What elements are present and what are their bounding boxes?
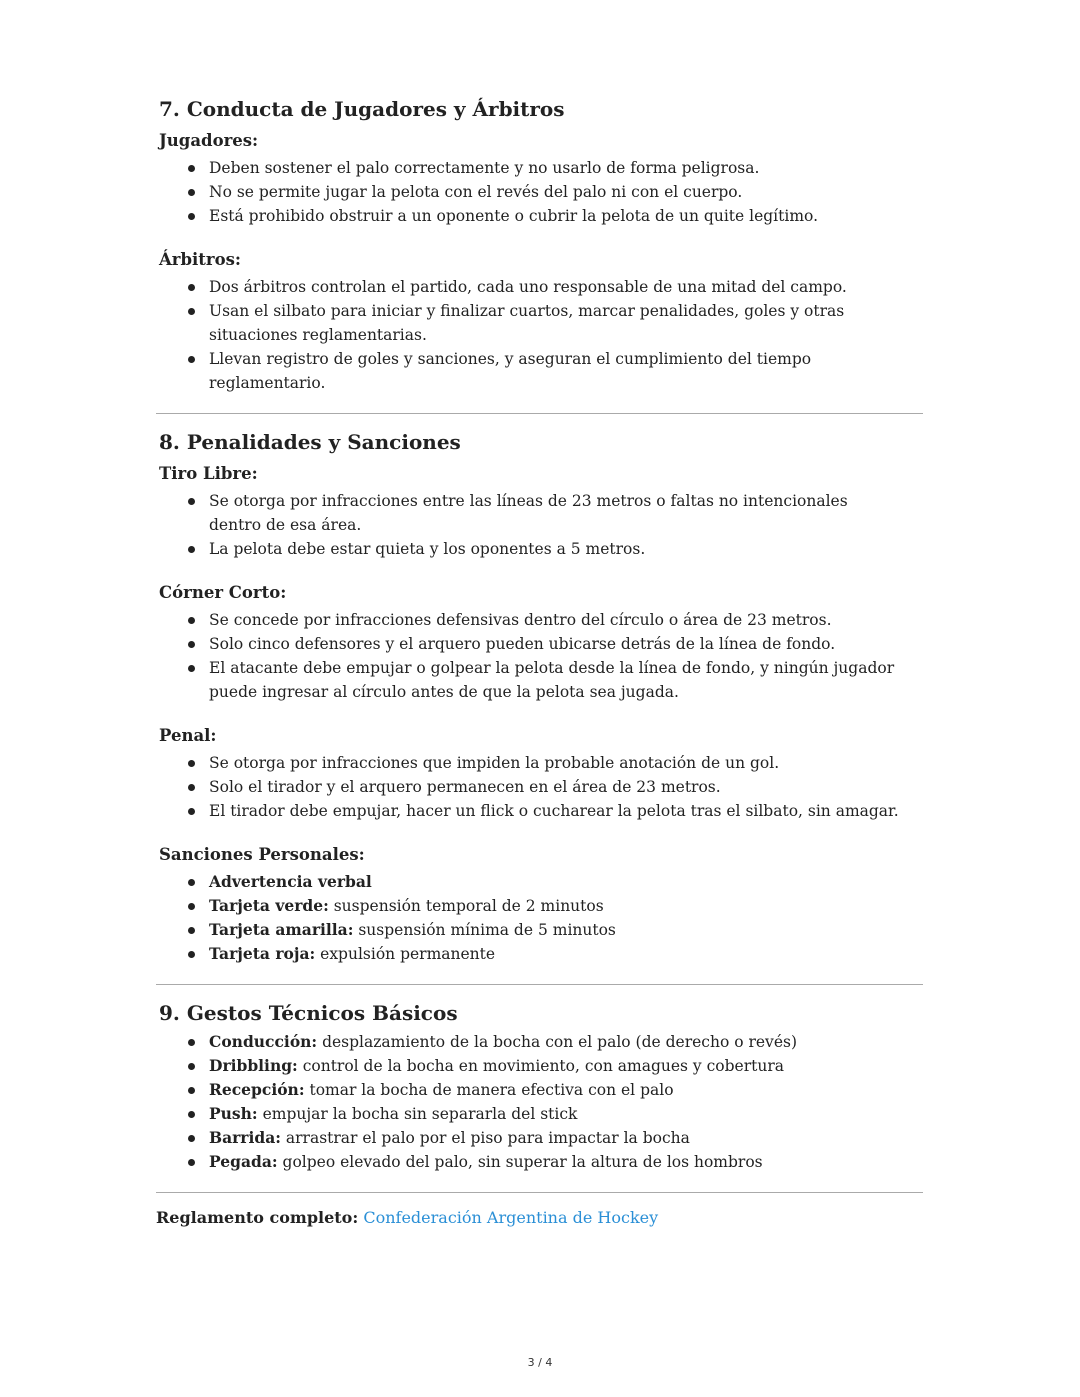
list-item	[209, 1030, 899, 1054]
item-text: Está prohibido obstruir a un oponente o cubrir la pelota de un quite legítimo.	[209, 207, 819, 225]
item-text: Usan el silbato para iniciar y finalizar cuartos, marcar penalidades, goles y otras situaciones reglamentarias.	[209, 302, 845, 344]
item-text: Se otorga por infracciones entre las líneas de 23 metros o faltas no intencionales dentro de esa área.	[209, 492, 848, 534]
item-term: Tarjeta amarilla:	[209, 920, 354, 939]
item-term: Recepción:	[209, 1080, 305, 1099]
section-title: 9. Gestos Técnicos Básicos	[159, 1001, 458, 1025]
item-text: arrastrar el palo por el piso para impactar la bocha	[280, 1129, 690, 1147]
item-text: No se permite jugar la pelota con el revés del palo ni con el cuerpo.	[209, 183, 743, 201]
bullet-list	[159, 608, 899, 704]
list-item	[209, 1126, 899, 1150]
bullet-list	[159, 489, 899, 561]
subsection-heading: Tiro Libre:	[159, 464, 258, 483]
document-page	[156, 94, 899, 1230]
list-item	[209, 537, 899, 561]
list-item	[209, 799, 899, 823]
subsection-heading: Sanciones Personales:	[159, 845, 365, 864]
item-text: Solo cinco defensores y el arquero pueden ubicarse detrás de la línea de fondo.	[209, 635, 836, 653]
bullet-list	[159, 870, 899, 966]
list-item	[209, 608, 899, 632]
list-item	[209, 489, 899, 537]
list-item	[209, 1102, 899, 1126]
item-term: Push:	[209, 1104, 258, 1123]
item-text: Se otorga por infracciones que impiden la probable anotación de un gol.	[209, 754, 780, 772]
item-text: suspensión mínima de 5 minutos	[353, 921, 616, 939]
subsection-heading: Penal:	[159, 726, 217, 745]
list-item	[209, 894, 899, 918]
item-text: Se concede por infracciones defensivas dentro del círculo o área de 23 metros.	[209, 611, 832, 629]
item-text: suspensión temporal de 2 minutos	[328, 897, 604, 915]
bullet-list	[159, 1030, 899, 1174]
list-item	[209, 180, 899, 204]
item-term: Tarjeta verde:	[209, 896, 329, 915]
list-item	[209, 775, 899, 799]
item-text: control de la bocha en movimiento, con amagues y cobertura	[297, 1057, 784, 1075]
footer-label: Reglamento completo:	[156, 1208, 359, 1227]
item-text: empujar la bocha sin separarla del stick	[257, 1105, 578, 1123]
list-item	[209, 1078, 899, 1102]
item-term: Barrida:	[209, 1128, 281, 1147]
subsection-heading: Jugadores:	[159, 131, 259, 150]
item-text: Llevan registro de goles y sanciones, y aseguran el cumplimiento del tiempo reglamentario.	[209, 350, 812, 392]
list-item	[209, 1150, 899, 1174]
footer-reference	[156, 1206, 899, 1230]
item-text: La pelota debe estar quieta y los oponentes a 5 metros.	[209, 540, 646, 558]
bullet-list	[159, 751, 899, 823]
list-item	[209, 918, 899, 942]
item-term: Advertencia verbal	[209, 872, 372, 891]
item-text: Solo el tirador y el arquero permanecen en el área de 23 metros.	[209, 778, 721, 796]
list-item	[209, 1054, 899, 1078]
section-divider	[156, 984, 923, 985]
bullet-list	[159, 156, 899, 228]
bullet-list	[159, 275, 899, 395]
subsection-heading: Córner Corto:	[159, 583, 287, 602]
list-item	[209, 632, 899, 656]
item-text: desplazamiento de la bocha con el palo (de derecho o revés)	[317, 1033, 797, 1051]
reglamento-link[interactable]: Confederación Argentina de Hockey	[363, 1208, 659, 1227]
item-text: El tirador debe empujar, hacer un flick o cucharear la pelota tras el silbato, sin amagar.	[209, 802, 899, 820]
list-item	[209, 156, 899, 180]
item-text: golpeo elevado del palo, sin superar la altura de los hombros	[277, 1153, 763, 1171]
section-title: 7. Conducta de Jugadores y Árbitros	[159, 97, 565, 121]
item-text: El atacante debe empujar o golpear la pelota desde la línea de fondo, y ningún jugador puede ingresar al círculo antes de que la pelota sea jugada.	[209, 659, 895, 701]
item-text: tomar la bocha de manera efectiva con el palo	[304, 1081, 674, 1099]
list-item	[209, 751, 899, 775]
item-term: Dribbling:	[209, 1056, 298, 1075]
list-item	[209, 656, 899, 704]
list-item	[209, 299, 899, 347]
list-item	[209, 870, 899, 894]
item-text: Dos árbitros controlan el partido, cada uno responsable de una mitad del campo.	[209, 278, 847, 296]
section-divider	[156, 1192, 923, 1193]
list-item	[209, 275, 899, 299]
page-number: 3 / 4	[527, 1356, 553, 1369]
item-text: expulsión permanente	[315, 945, 496, 963]
subsection-heading: Árbitros:	[159, 250, 242, 269]
section-divider	[156, 413, 923, 414]
list-item	[209, 204, 899, 228]
item-term: Conducción:	[209, 1032, 318, 1051]
item-term: Tarjeta roja:	[209, 944, 316, 963]
list-item	[209, 942, 899, 966]
item-term: Pegada:	[209, 1152, 278, 1171]
list-item	[209, 347, 899, 395]
item-text: Deben sostener el palo correctamente y no usarlo de forma peligrosa.	[209, 159, 760, 177]
section-title: 8. Penalidades y Sanciones	[159, 430, 461, 454]
